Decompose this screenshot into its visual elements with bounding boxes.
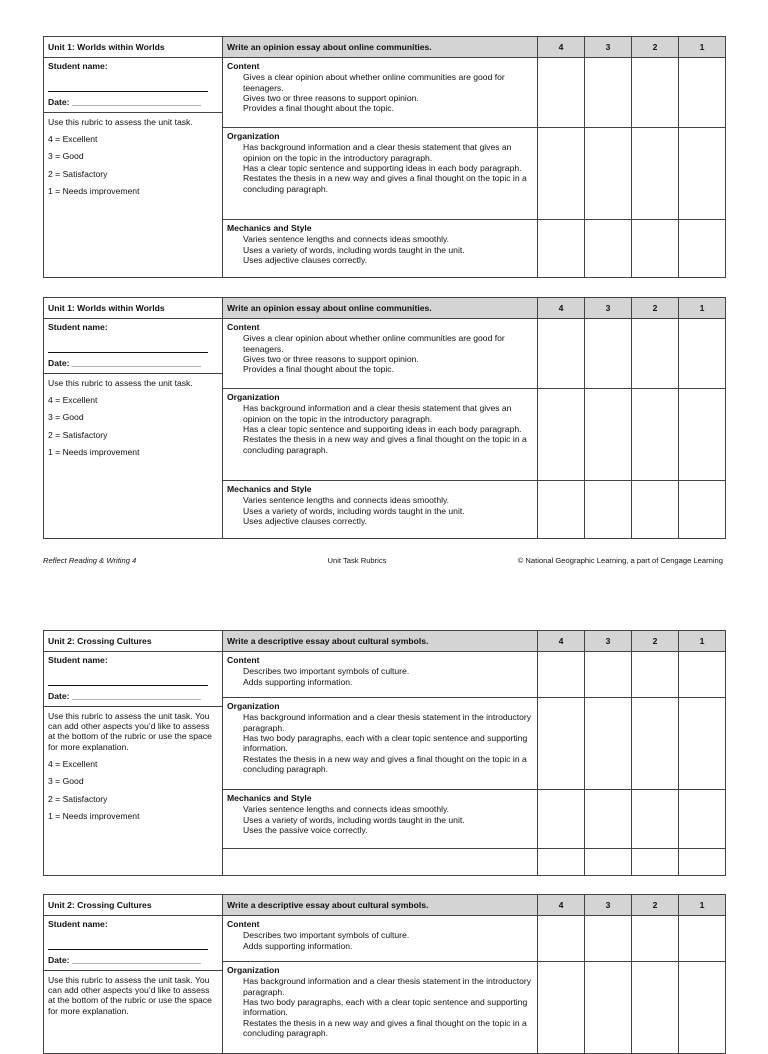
- scale-item: 1 = Needs improvement: [48, 810, 140, 821]
- criterion-organization: [223, 389, 538, 481]
- scale-item: 3 = Good: [48, 776, 84, 787]
- student-info-panel: [44, 319, 223, 539]
- score-cell[interactable]: [632, 916, 679, 962]
- criterion-line: Varies sentence lengths and connects ideas smoothly.: [243, 495, 450, 506]
- score-cell[interactable]: [585, 389, 632, 481]
- score-cell[interactable]: [585, 916, 632, 962]
- score-cell[interactable]: [585, 790, 632, 849]
- panel-divider: [44, 706, 222, 707]
- score-cell[interactable]: [679, 128, 726, 220]
- rubric-unit1-a: [43, 36, 726, 278]
- criterion-line: Gives two or three reasons to support opinion.: [243, 353, 419, 364]
- student-name-line[interactable]: [48, 77, 208, 92]
- criterion-line: Restates the thesis in a new way and gives a final thought on the topic in a concluding paragraph.: [243, 434, 527, 455]
- score-header-2: 2: [632, 37, 679, 58]
- criterion-organization: [223, 962, 538, 1054]
- criterion-title: Mechanics and Style: [227, 793, 312, 803]
- score-cell[interactable]: [632, 220, 679, 278]
- criterion-title: Organization: [227, 965, 280, 975]
- instructions: Use this rubric to assess the unit task.: [48, 116, 193, 127]
- score-cell[interactable]: [585, 652, 632, 698]
- criterion-line: Provides a final thought about the topic.: [243, 364, 394, 375]
- score-header-1: 1: [679, 895, 726, 916]
- student-name-label: Student name:: [48, 655, 108, 665]
- criterion-title: Content: [227, 61, 260, 71]
- criterion-line: Uses adjective clauses correctly.: [243, 515, 368, 526]
- criterion-line: Restates the thesis in a new way and gives a final thought on the topic in a concluding paragraph.: [243, 753, 527, 774]
- criterion-line: Has background information and a clear thesis statement that gives an opinion on the topic in the introductory paragraph.: [243, 142, 512, 163]
- criterion-title: Mechanics and Style: [227, 484, 312, 494]
- score-cell[interactable]: [538, 481, 585, 539]
- instructions: Use this rubric to assess the unit task.: [48, 377, 193, 388]
- score-cell[interactable]: [538, 389, 585, 481]
- scale-item: 2 = Satisfactory: [48, 429, 108, 440]
- score-scale: [48, 759, 218, 821]
- score-cell[interactable]: [679, 698, 726, 790]
- student-info-panel: [44, 58, 223, 278]
- score-cell[interactable]: [679, 916, 726, 962]
- score-header-2: 2: [632, 298, 679, 319]
- scale-item: 1 = Needs improvement: [48, 446, 140, 457]
- score-cell[interactable]: [585, 698, 632, 790]
- criterion-line: Adds supporting information.: [243, 940, 353, 951]
- unit-title: Unit 1: Worlds within Worlds: [44, 37, 223, 58]
- criterion-mechanics: [223, 790, 538, 849]
- score-cell[interactable]: [538, 962, 585, 1054]
- date-label[interactable]: Date: ___________________________: [48, 691, 201, 702]
- criterion-line: Describes two important symbols of culture.: [243, 666, 410, 677]
- criterion-line: Restates the thesis in a new way and gives a final thought on the topic in a concluding paragraph.: [243, 173, 527, 194]
- criterion-line: Has background information and a clear thesis statement that gives an opinion on the topic in the introductory paragraph.: [243, 403, 512, 424]
- scale-item: 2 = Satisfactory: [48, 793, 108, 804]
- criterion-title: Organization: [227, 392, 280, 402]
- criterion-line: Gives a clear opinion about whether online communities are good for teenagers.: [243, 333, 505, 354]
- criterion-title: Mechanics and Style: [227, 223, 312, 233]
- score-header-1: 1: [679, 298, 726, 319]
- scale-item: 4 = Excellent: [48, 133, 98, 144]
- criterion-line: Gives a clear opinion about whether online communities are good for teenagers.: [243, 72, 505, 93]
- footer-section: Unit Task Rubrics: [327, 556, 387, 565]
- criterion-line: Uses a variety of words, including words taught in the unit.: [243, 505, 465, 516]
- score-cell[interactable]: [632, 790, 679, 849]
- scale-item: 2 = Satisfactory: [48, 168, 108, 179]
- criterion-line: Uses adjective clauses correctly.: [243, 254, 368, 265]
- instructions: Use this rubric to assess the unit task. You can add other aspects you’d like to assess at the bottom of the rubric or use the space for more explanation.: [48, 974, 212, 1016]
- score-cell[interactable]: [585, 319, 632, 389]
- score-cell[interactable]: [585, 481, 632, 539]
- score-cell[interactable]: [632, 481, 679, 539]
- criterion-line: Describes two important symbols of culture.: [243, 930, 410, 941]
- criterion-line: Gives two or three reasons to support opinion.: [243, 92, 419, 103]
- extra-criterion-cell[interactable]: [223, 849, 538, 876]
- criterion-title: Content: [227, 322, 260, 332]
- task-title: Write an opinion essay about online communities.: [223, 37, 538, 58]
- score-cell[interactable]: [679, 220, 726, 278]
- criterion-title: Organization: [227, 131, 280, 141]
- unit-title: Unit 2: Crossing Cultures: [44, 895, 223, 916]
- task-title: Write a descriptive essay about cultural symbols.: [223, 895, 538, 916]
- criterion-content: [223, 916, 538, 962]
- score-cell[interactable]: [679, 962, 726, 1054]
- task-title: Write an opinion essay about online communities.: [223, 298, 538, 319]
- scale-item: 3 = Good: [48, 412, 84, 423]
- panel-divider: [44, 970, 222, 971]
- score-header-3: 3: [585, 895, 632, 916]
- score-cell[interactable]: [538, 58, 585, 128]
- criterion-title: Content: [227, 655, 260, 665]
- score-cell[interactable]: [538, 698, 585, 790]
- score-cell[interactable]: [679, 849, 726, 876]
- score-header-4: 4: [538, 895, 585, 916]
- panel-divider: [44, 112, 222, 113]
- scale-item: 4 = Excellent: [48, 394, 98, 405]
- score-cell[interactable]: [632, 389, 679, 481]
- date-label[interactable]: Date: ___________________________: [48, 955, 201, 966]
- score-cell[interactable]: [679, 790, 726, 849]
- criterion-line: Uses a variety of words, including words taught in the unit.: [243, 244, 465, 255]
- student-name-label: Student name:: [48, 919, 108, 929]
- student-name-label: Student name:: [48, 61, 108, 71]
- student-name-line[interactable]: [48, 338, 208, 353]
- score-header-3: 3: [585, 631, 632, 652]
- score-cell[interactable]: [679, 58, 726, 128]
- score-header-4: 4: [538, 298, 585, 319]
- criterion-content: [223, 652, 538, 698]
- criterion-line: Uses the passive voice correctly.: [243, 824, 368, 835]
- score-header-1: 1: [679, 37, 726, 58]
- student-name-line[interactable]: [48, 671, 208, 686]
- criterion-line: Uses a variety of words, including words taught in the unit.: [243, 814, 465, 825]
- score-scale: [48, 134, 218, 196]
- criterion-content: [223, 58, 538, 128]
- unit-title: Unit 1: Worlds within Worlds: [44, 298, 223, 319]
- score-cell[interactable]: [632, 962, 679, 1054]
- criterion-line: Has a clear topic sentence and supporting ideas in each body paragraph.: [243, 423, 522, 434]
- student-info-panel: [44, 916, 223, 1054]
- footer-book-title: Reflect Reading & Writing 4: [43, 556, 137, 565]
- score-cell[interactable]: [585, 849, 632, 876]
- score-cell[interactable]: [585, 220, 632, 278]
- footer-copyright: © National Geographic Learning, a part of Cengage Learning: [517, 556, 723, 565]
- score-header-3: 3: [585, 298, 632, 319]
- score-cell[interactable]: [679, 481, 726, 539]
- scale-item: 3 = Good: [48, 151, 84, 162]
- unit-title: Unit 2: Crossing Cultures: [44, 631, 223, 652]
- student-name-label: Student name:: [48, 322, 108, 332]
- score-cell[interactable]: [632, 652, 679, 698]
- score-cell[interactable]: [538, 220, 585, 278]
- date-label[interactable]: Date: ___________________________: [48, 97, 201, 108]
- score-header-2: 2: [632, 631, 679, 652]
- score-header-2: 2: [632, 895, 679, 916]
- score-cell[interactable]: [679, 652, 726, 698]
- score-cell[interactable]: [585, 58, 632, 128]
- criterion-title: Organization: [227, 701, 280, 711]
- criterion-line: Varies sentence lengths and connects ideas smoothly.: [243, 804, 450, 815]
- scale-item: 4 = Excellent: [48, 758, 98, 769]
- criterion-organization: [223, 128, 538, 220]
- score-cell[interactable]: [632, 58, 679, 128]
- student-name-line[interactable]: [48, 935, 208, 950]
- score-cell[interactable]: [538, 916, 585, 962]
- score-header-4: 4: [538, 37, 585, 58]
- score-cell[interactable]: [632, 698, 679, 790]
- score-cell[interactable]: [538, 849, 585, 876]
- rubric-unit1-b: [43, 297, 726, 539]
- criterion-mechanics: [223, 220, 538, 278]
- criterion-line: Has two body paragraphs, each with a clear topic sentence and supporting information.: [243, 996, 528, 1018]
- criterion-line: Has two body paragraphs, each with a clear topic sentence and supporting information.: [243, 732, 528, 754]
- score-header-1: 1: [679, 631, 726, 652]
- score-cell[interactable]: [632, 128, 679, 220]
- criterion-line: Adds supporting information.: [243, 676, 353, 687]
- score-header-4: 4: [538, 631, 585, 652]
- student-info-panel: [44, 652, 223, 876]
- scale-item: 1 = Needs improvement: [48, 185, 140, 196]
- score-cell[interactable]: [679, 389, 726, 481]
- page-footer: [43, 556, 723, 565]
- score-scale: [48, 395, 218, 457]
- criterion-line: Provides a final thought about the topic.: [243, 103, 394, 114]
- criterion-line: Varies sentence lengths and connects ideas smoothly.: [243, 234, 450, 245]
- score-cell[interactable]: [585, 962, 632, 1054]
- score-cell[interactable]: [632, 849, 679, 876]
- score-cell[interactable]: [538, 652, 585, 698]
- rubric-unit2-a: [43, 630, 726, 876]
- score-cell[interactable]: [632, 319, 679, 389]
- criterion-mechanics: [223, 481, 538, 539]
- criterion-line: Has background information and a clear thesis statement in the introductory paragraph.: [243, 712, 532, 733]
- score-cell[interactable]: [538, 128, 585, 220]
- score-cell[interactable]: [538, 319, 585, 389]
- date-label[interactable]: Date: ___________________________: [48, 358, 201, 369]
- criterion-line: Has background information and a clear thesis statement in the introductory paragraph.: [243, 976, 532, 997]
- instructions: Use this rubric to assess the unit task. You can add other aspects you’d like to assess at the bottom of the rubric or use the space for more explanation.: [48, 710, 212, 752]
- criterion-organization: [223, 698, 538, 790]
- task-title: Write a descriptive essay about cultural symbols.: [223, 631, 538, 652]
- score-header-3: 3: [585, 37, 632, 58]
- criterion-line: Has a clear topic sentence and supporting ideas in each body paragraph.: [243, 162, 522, 173]
- panel-divider: [44, 373, 222, 374]
- rubric-unit2-b: [43, 894, 726, 1054]
- score-cell[interactable]: [585, 128, 632, 220]
- criterion-title: Content: [227, 919, 260, 929]
- criterion-line: Restates the thesis in a new way and gives a final thought on the topic in a concluding paragraph.: [243, 1017, 527, 1038]
- criterion-content: [223, 319, 538, 389]
- score-cell[interactable]: [538, 790, 585, 849]
- score-cell[interactable]: [679, 319, 726, 389]
